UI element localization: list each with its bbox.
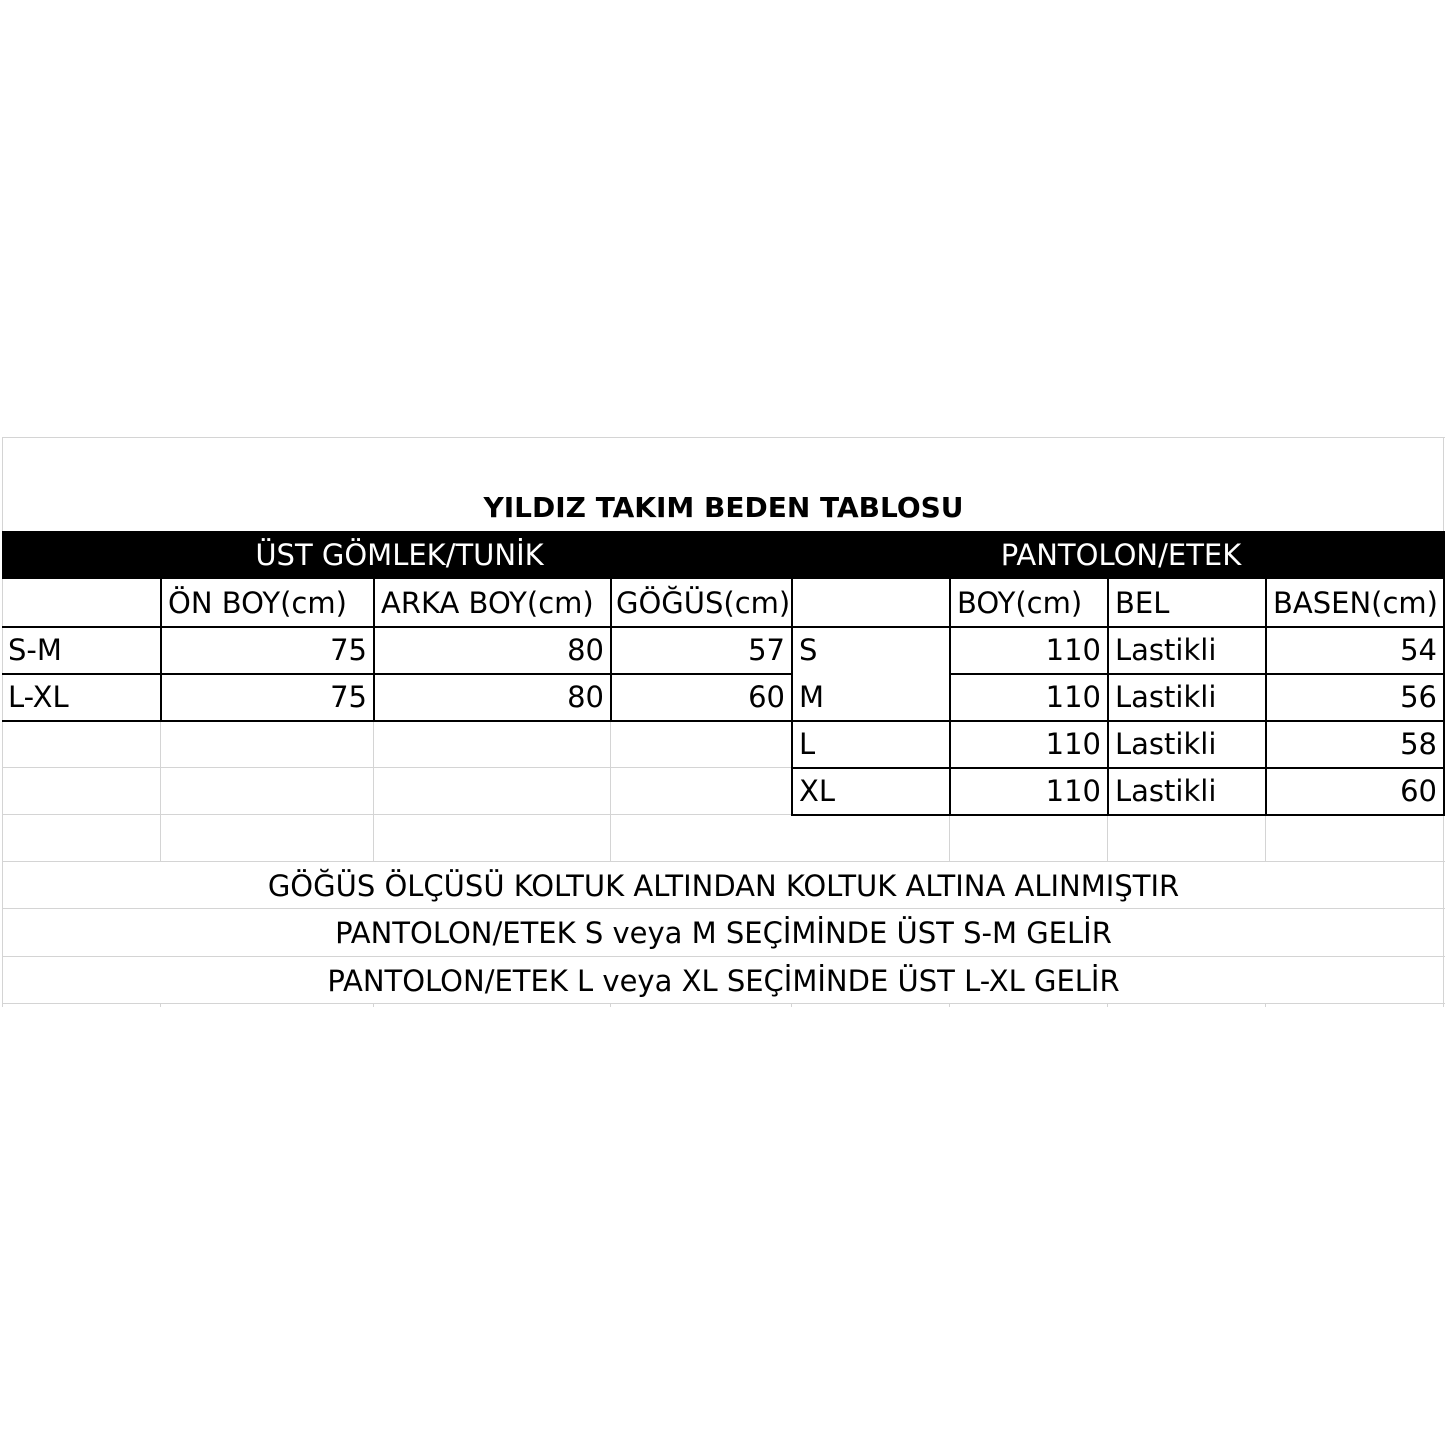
top-row-size: L-XL <box>8 680 69 714</box>
header-arka-boy: ARKA BOY(cm) <box>381 586 594 620</box>
page-title: YILDIZ TAKIM BEDEN TABLOSU <box>483 491 964 524</box>
note-chest-measurement: GÖĞÜS ÖLÇÜSÜ KOLTUK ALTINDAN KOLTUK ALTINA ALINMIŞTIR <box>267 869 1180 903</box>
gridline <box>610 721 611 862</box>
bottom-row-size: L <box>799 727 816 761</box>
bottom-row-size: M <box>799 680 825 714</box>
bottom-row-bel: Lastikli <box>1115 633 1217 667</box>
bottom-row-bel: Lastikli <box>1115 727 1217 761</box>
gridline <box>2 437 1445 438</box>
top-row-on-boy: 75 <box>330 633 367 667</box>
bottom-row-basen: 56 <box>1400 680 1437 714</box>
bottom-row-basen: 58 <box>1400 727 1437 761</box>
bottom-row-boy: 110 <box>1045 633 1101 667</box>
gridline <box>373 721 374 862</box>
header-boy: BOY(cm) <box>957 586 1083 620</box>
gridline <box>1107 815 1108 862</box>
bottom-row-bel: Lastikli <box>1115 774 1217 808</box>
section-title-top: ÜST GÖMLEK/TUNİK <box>255 538 544 572</box>
top-row-size: S-M <box>8 633 62 667</box>
size-chart-sheet <box>2 437 1445 1007</box>
bottom-row-size: XL <box>799 774 836 808</box>
bottom-row-boy: 110 <box>1045 774 1101 808</box>
top-row-arka-boy: 80 <box>567 680 604 714</box>
bottom-row-basen: 60 <box>1400 774 1437 808</box>
gridline <box>160 721 161 862</box>
header-bel: BEL <box>1115 586 1170 620</box>
section-header-band <box>2 531 1445 579</box>
gridline <box>949 815 950 862</box>
bottom-row-basen: 54 <box>1400 633 1437 667</box>
bottom-row-boy: 110 <box>1045 727 1101 761</box>
gridline <box>2 767 791 768</box>
table-border <box>2 720 793 722</box>
bottom-row-size: S <box>799 633 818 667</box>
bottom-row-bel: Lastikli <box>1115 680 1217 714</box>
top-row-gogus: 57 <box>748 633 785 667</box>
header-gogus: GÖĞÜS(cm) <box>616 586 791 620</box>
note-size-s-m: PANTOLON/ETEK S veya M SEÇİMİNDE ÜST S-M GELİR <box>335 916 1112 950</box>
header-basen: BASEN(cm) <box>1273 586 1438 620</box>
header-on-boy: ÖN BOY(cm) <box>168 586 347 620</box>
bottom-row-boy: 110 <box>1045 680 1101 714</box>
table-border <box>791 814 1445 816</box>
gridline <box>1265 815 1266 862</box>
top-row-on-boy: 75 <box>330 680 367 714</box>
top-row-gogus: 60 <box>748 680 785 714</box>
top-row-arka-boy: 80 <box>567 633 604 667</box>
section-title-bottom: PANTOLON/ETEK <box>1000 538 1242 572</box>
note-size-l-xl: PANTOLON/ETEK L veya XL SEÇİMİNDE ÜST L-XL GELİR <box>327 964 1120 998</box>
